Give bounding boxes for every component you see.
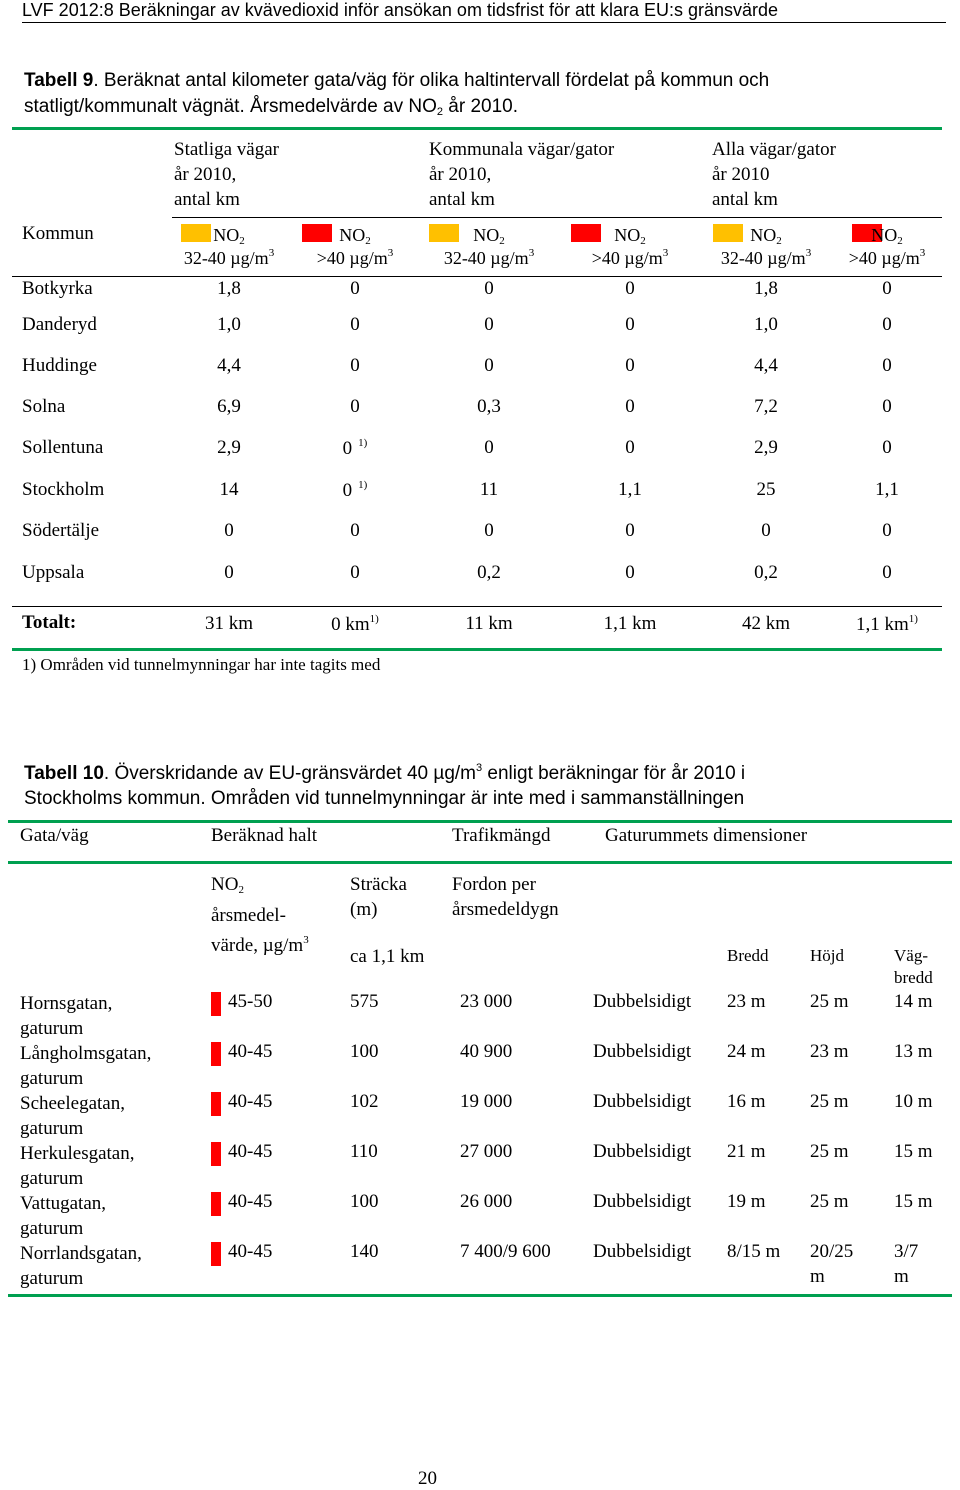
table-cell	[305, 278, 405, 300]
range-text: 32-40 µg/m	[720, 248, 806, 268]
street-label: Långholmsgatan,	[20, 1043, 152, 1064]
cell-vag: 14 m	[894, 991, 933, 1012]
no2-label	[199, 225, 259, 247]
cell-value: 1,8	[217, 278, 241, 299]
table-cell	[580, 314, 680, 336]
group-header-line: år 2010	[712, 164, 770, 185]
range-cube: 3	[387, 247, 394, 259]
cell-value: 0	[625, 562, 635, 583]
no2-label	[736, 225, 796, 247]
cell-hojd-unit: m	[810, 1266, 825, 1287]
cell-fordon: 26 000	[460, 1191, 513, 1212]
cell-hojd: 20/25	[810, 1241, 854, 1262]
no2-sub: 2	[897, 235, 903, 247]
cell-value: 0	[484, 437, 494, 458]
cell-value: 25	[756, 479, 776, 500]
range-cube: 3	[268, 247, 275, 259]
cell-dir: Dubbelsidigt	[593, 1191, 692, 1212]
table-cell	[716, 314, 816, 336]
cell-hojd: 25 m	[810, 1191, 849, 1212]
group-header-line: år 2010,	[174, 164, 237, 185]
total-value: 0 km	[331, 614, 370, 635]
table-cell	[580, 520, 680, 542]
cell-stracka: 140	[350, 1241, 379, 1262]
table9-caption-sub: 2	[436, 106, 444, 118]
cell-value: 1,1	[875, 479, 899, 500]
table-cell	[716, 562, 816, 584]
cell-value: 0	[761, 520, 771, 541]
no2-low-swatch	[429, 224, 459, 242]
exceedance-bar	[211, 992, 221, 1016]
cell-value: 0,2	[754, 562, 778, 583]
cell-fordon: 27 000	[460, 1141, 513, 1162]
cell-vag: 15 m	[894, 1191, 933, 1212]
dim-bredd: Bredd	[727, 946, 769, 965]
street-label: Herkulesgatan,	[20, 1143, 135, 1164]
total-label: Totalt:	[22, 612, 77, 633]
cell-value: 0	[342, 438, 353, 459]
cell-value: 0,3	[477, 396, 501, 417]
cell-halt: 40-45	[228, 1141, 273, 1162]
table-cell	[580, 437, 680, 459]
cell-stracka: 100	[350, 1191, 379, 1212]
cell-bredd: 24 m	[727, 1041, 766, 1062]
kommun-name: Sollentuna	[22, 437, 104, 458]
cell-vag: 15 m	[894, 1141, 933, 1162]
no2-text: NO	[871, 225, 898, 245]
street-name	[20, 1041, 151, 1091]
table-cell	[580, 562, 680, 584]
cell-value: 0	[484, 278, 494, 299]
cell-halt: 40-45	[228, 1191, 273, 1212]
dim-vag-bredd: bredd	[894, 968, 933, 987]
cell-value: 0	[625, 314, 635, 335]
cell-value: 7,2	[754, 396, 778, 417]
table-cell	[305, 355, 405, 377]
table-cell	[305, 479, 405, 502]
cell-value: 1,1	[618, 479, 642, 500]
cell-value: 0	[342, 480, 353, 501]
cell-footnote-mark: 1)	[358, 479, 368, 491]
no2-label	[600, 225, 660, 247]
sub-stracka: Sträcka	[350, 874, 407, 895]
range-cube: 3	[662, 247, 669, 259]
cell-value: 6,9	[217, 396, 241, 417]
total-value: 11 km	[465, 613, 513, 634]
exceedance-bar	[211, 1042, 221, 1066]
table10-caption	[24, 756, 745, 811]
kommun-name: Huddinge	[22, 355, 97, 376]
group-header-line: år 2010,	[429, 164, 492, 185]
table-cell	[179, 278, 279, 300]
table-cell	[837, 396, 937, 418]
table-cell	[305, 314, 405, 336]
cell-halt: 40-45	[228, 1041, 273, 1062]
group-header-line: antal km	[429, 189, 495, 210]
range-text: 32-40 µg/m	[443, 248, 529, 268]
kommun-name: Solna	[22, 396, 66, 417]
cell-value: 0	[484, 520, 494, 541]
no2-label	[325, 225, 385, 247]
no2-text: NO	[614, 225, 641, 245]
cell-value: 0	[350, 562, 360, 583]
cell-vag-unit: m	[894, 1266, 909, 1287]
range-cube: 3	[528, 247, 535, 259]
table-cell	[439, 562, 539, 584]
total-cell	[295, 613, 415, 636]
no2-high-swatch	[571, 224, 601, 242]
cell-value: 0	[882, 355, 892, 376]
table-cell	[439, 314, 539, 336]
sub-varde: värde, µg/m	[211, 935, 304, 956]
street-label: Vattugatan,	[20, 1193, 107, 1214]
cell-value: 14	[219, 479, 239, 500]
no2-text: NO	[750, 225, 777, 245]
no2-label	[857, 225, 917, 247]
cell-value: 4,4	[754, 355, 778, 376]
exceedance-bar	[211, 1092, 221, 1116]
range-high	[570, 247, 690, 269]
cell-value: 1,0	[217, 314, 241, 335]
total-cell	[570, 613, 690, 635]
sub-ca: ca 1,1 km	[350, 946, 425, 967]
cell-value: 0	[882, 314, 892, 335]
group-header-line: Statliga vägar	[174, 139, 279, 160]
table9-footnote: 1) Områden vid tunnelmynningar har inte tagits med	[22, 655, 381, 674]
group-header-line: Alla vägar/gator	[712, 139, 836, 160]
cell-value: 0,2	[477, 562, 501, 583]
sub-stracka-header	[350, 872, 407, 922]
cell-value: 11	[479, 479, 499, 500]
kommun-name: Uppsala	[22, 562, 85, 583]
street-name	[20, 1241, 142, 1291]
cell-value: 0	[224, 520, 234, 541]
table-cell	[439, 396, 539, 418]
kommun-name: Södertälje	[22, 520, 100, 541]
no2-sub: 2	[776, 235, 782, 247]
range-low	[429, 247, 549, 269]
cell-stracka: 100	[350, 1041, 379, 1062]
total-footnote-mark: 1)	[908, 613, 918, 625]
total-footnote-mark: 1)	[369, 613, 379, 625]
no2-sub: 2	[365, 235, 371, 247]
no2-sub: 2	[239, 235, 245, 247]
table-cell	[179, 355, 279, 377]
table-cell	[716, 437, 816, 459]
total-cell	[429, 613, 549, 635]
table10-header-rule	[8, 861, 952, 864]
cell-hojd: 23 m	[810, 1041, 849, 1062]
table-cell	[179, 520, 279, 542]
street-kind: gaturum	[20, 1218, 84, 1239]
sub-fordon: Fordon per	[452, 874, 536, 895]
kommun-name: Botkyrka	[22, 278, 93, 299]
no2-text: NO	[339, 225, 366, 245]
cell-dir: Dubbelsidigt	[593, 1141, 692, 1162]
street-name	[20, 1141, 134, 1191]
street-name	[20, 1191, 106, 1241]
table9-bottom-rule	[12, 648, 942, 651]
table-cell	[179, 562, 279, 584]
col-gaturum-dim: Gaturummets dimensioner	[605, 825, 808, 846]
cell-dir: Dubbelsidigt	[593, 991, 692, 1012]
cell-fordon: 19 000	[460, 1091, 513, 1112]
cell-stracka: 102	[350, 1091, 379, 1112]
table-cell	[439, 479, 539, 501]
table10-top-rule	[8, 820, 952, 823]
cell-value: 2,9	[217, 437, 241, 458]
range-cube: 3	[805, 247, 812, 259]
sub-no2: NO	[211, 874, 239, 895]
table10-caption-text2: enligt beräkningar för år 2010 i	[482, 763, 746, 784]
total-value: 31 km	[204, 613, 254, 634]
table10-caption-sup: 3	[476, 762, 483, 774]
col-trafikmangd: Trafikmängd	[452, 825, 551, 846]
cell-value: 0	[350, 314, 360, 335]
table9-group-rule	[172, 217, 942, 218]
table-cell	[305, 396, 405, 418]
table9-header-rule	[12, 276, 942, 277]
range-text: 32-40 µg/m	[183, 248, 269, 268]
cell-bredd: 21 m	[727, 1141, 766, 1162]
no2-label	[459, 225, 519, 247]
cell-value: 0	[625, 396, 635, 417]
table-cell	[439, 278, 539, 300]
kommun-name: Stockholm	[22, 479, 105, 500]
cell-bredd: 16 m	[727, 1091, 766, 1112]
cell-footnote-mark: 1)	[358, 437, 368, 449]
range-low	[706, 247, 826, 269]
table-cell	[439, 520, 539, 542]
kommun-name: Danderyd	[22, 314, 97, 335]
street-label: Hornsgatan,	[20, 993, 113, 1014]
cell-value: 0	[882, 437, 892, 458]
total-value: 42 km	[741, 613, 791, 634]
col-beraknad-halt: Beräknad halt	[211, 825, 318, 846]
cell-value: 0	[882, 278, 892, 299]
table-cell	[837, 314, 937, 336]
cell-value: 0	[484, 355, 494, 376]
table9-caption	[24, 68, 769, 125]
cell-value: 0	[882, 562, 892, 583]
kommun-header: Kommun	[22, 223, 94, 244]
cell-value: 1,8	[754, 278, 778, 299]
cell-value: 0	[625, 278, 635, 299]
cell-stracka: 110	[350, 1141, 378, 1162]
group-header-2	[712, 137, 836, 212]
group-header-1	[429, 137, 614, 212]
sub-stracka-unit: (m)	[350, 899, 378, 920]
cell-stracka: 575	[350, 991, 379, 1012]
cell-bredd: 23 m	[727, 991, 766, 1012]
cell-halt: 40-45	[228, 1241, 273, 1262]
range-high	[295, 247, 415, 269]
sub-fordon2: årsmedeldygn	[452, 899, 559, 920]
cell-vag: 13 m	[894, 1041, 933, 1062]
table-cell	[179, 437, 279, 459]
table-cell	[716, 396, 816, 418]
total-cell	[169, 613, 289, 635]
table9-caption-label: Tabell 9	[24, 70, 94, 91]
cell-hojd: 25 m	[810, 991, 849, 1012]
no2-sub: 2	[499, 235, 505, 247]
table10-bottom-rule	[8, 1294, 952, 1297]
group-header-line: antal km	[712, 189, 778, 210]
exceedance-bar	[211, 1192, 221, 1216]
cell-value: 0	[350, 396, 360, 417]
range-low	[169, 247, 289, 269]
dim-hojd: Höjd	[810, 946, 844, 965]
table9-top-rule	[12, 127, 942, 130]
table-cell	[305, 520, 405, 542]
table10-caption-line2: Stockholms kommun. Områden vid tunnelmynningar är inte med i sammanställningen	[24, 788, 745, 809]
street-label: Scheelegatan,	[20, 1093, 125, 1114]
exceedance-bar	[211, 1242, 221, 1266]
table-cell	[580, 479, 680, 501]
cell-fordon: 40 900	[460, 1041, 513, 1062]
table9-caption-year: år 2010.	[443, 96, 519, 117]
table-cell	[179, 479, 279, 501]
sub-arsmedel: årsmedel-	[211, 905, 286, 926]
sub-fordon-header	[452, 872, 559, 922]
cell-dir: Dubbelsidigt	[593, 1041, 692, 1062]
street-kind: gaturum	[20, 1118, 84, 1139]
street-kind: gaturum	[20, 1068, 84, 1089]
cell-value: 0	[224, 562, 234, 583]
cell-fordon: 7 400/9 600	[460, 1241, 551, 1262]
table10-caption-text: . Överskridande av EU-gränsvärdet 40 µg/m	[103, 763, 477, 784]
cell-value: 2,9	[754, 437, 778, 458]
table-cell	[716, 479, 816, 501]
table-cell	[439, 355, 539, 377]
table-cell	[716, 355, 816, 377]
street-label: Norrlandsgatan,	[20, 1243, 142, 1264]
cell-bredd: 8/15 m	[727, 1241, 781, 1262]
total-cell	[706, 613, 826, 635]
table-cell	[305, 437, 405, 460]
cell-value: 4,4	[217, 355, 241, 376]
group-header-line: Kommunala vägar/gator	[429, 139, 615, 160]
group-header-line: antal km	[174, 189, 240, 210]
cell-value: 0	[882, 396, 892, 417]
cell-value: 1,0	[754, 314, 778, 335]
sub-no2-header	[211, 872, 309, 958]
table9-total-rule	[12, 606, 942, 607]
cell-bredd: 19 m	[727, 1191, 766, 1212]
running-header: LVF 2012:8 Beräkningar av kvävedioxid inför ansökan om tidsfrist för att klara EU:s gränsvärde	[22, 0, 779, 20]
total-cell	[827, 613, 947, 636]
cell-value: 0	[350, 520, 360, 541]
no2-sub: 2	[640, 235, 646, 247]
table-cell	[837, 437, 937, 459]
table-cell	[439, 437, 539, 459]
table-cell	[580, 396, 680, 418]
range-text: >40 µg/m	[316, 248, 388, 268]
street-kind: gaturum	[20, 1018, 84, 1039]
cell-hojd: 25 m	[810, 1091, 849, 1112]
street-name	[20, 1091, 125, 1141]
cell-fordon: 23 000	[460, 991, 513, 1012]
no2-text: NO	[213, 225, 240, 245]
table-cell	[837, 520, 937, 542]
cell-value: 0	[350, 355, 360, 376]
cell-halt: 40-45	[228, 1091, 273, 1112]
table-cell	[580, 355, 680, 377]
street-kind: gaturum	[20, 1168, 84, 1189]
street-name	[20, 991, 112, 1041]
cell-value: 0	[882, 520, 892, 541]
range-cube: 3	[919, 247, 926, 259]
total-value: 1,1 km	[603, 613, 657, 634]
cell-value: 0	[625, 355, 635, 376]
range-text: >40 µg/m	[591, 248, 663, 268]
no2-text: NO	[473, 225, 500, 245]
cell-value: 0	[350, 278, 360, 299]
col-gata: Gata/väg	[20, 825, 89, 846]
range-text: >40 µg/m	[848, 248, 920, 268]
sub-varde-sup: 3	[303, 934, 309, 946]
cell-value: 0	[484, 314, 494, 335]
table-cell	[716, 278, 816, 300]
table-cell	[179, 314, 279, 336]
group-header-0	[174, 137, 279, 212]
table10-caption-label: Tabell 10	[24, 763, 104, 784]
cell-dir: Dubbelsidigt	[593, 1091, 692, 1112]
table9-caption-line2: statligt/kommunalt vägnät. Årsmedelvärde av NO	[24, 96, 437, 117]
header-rule	[22, 22, 946, 23]
table-cell	[716, 520, 816, 542]
page-number: 20	[418, 1468, 437, 1489]
table9-caption-text: . Beräknat antal kilometer gata/väg för olika haltintervall fördelat på kommun och	[93, 70, 770, 91]
table-cell	[305, 562, 405, 584]
range-high	[827, 247, 947, 269]
cell-value: 0	[625, 437, 635, 458]
total-value: 1,1 km	[856, 614, 909, 635]
dim-vag: Väg-	[894, 946, 928, 965]
cell-hojd: 25 m	[810, 1141, 849, 1162]
table-cell	[837, 479, 937, 501]
table-cell	[179, 396, 279, 418]
table-cell	[837, 278, 937, 300]
sub-no2-sub: 2	[238, 884, 244, 896]
table-cell	[837, 562, 937, 584]
table-cell	[837, 355, 937, 377]
cell-value: 0	[625, 520, 635, 541]
table-cell	[580, 278, 680, 300]
cell-dir: Dubbelsidigt	[593, 1241, 692, 1262]
street-kind: gaturum	[20, 1268, 84, 1289]
cell-vag: 3/7	[894, 1241, 919, 1262]
cell-halt: 45-50	[228, 991, 273, 1012]
exceedance-bar	[211, 1142, 221, 1166]
cell-vag: 10 m	[894, 1091, 933, 1112]
